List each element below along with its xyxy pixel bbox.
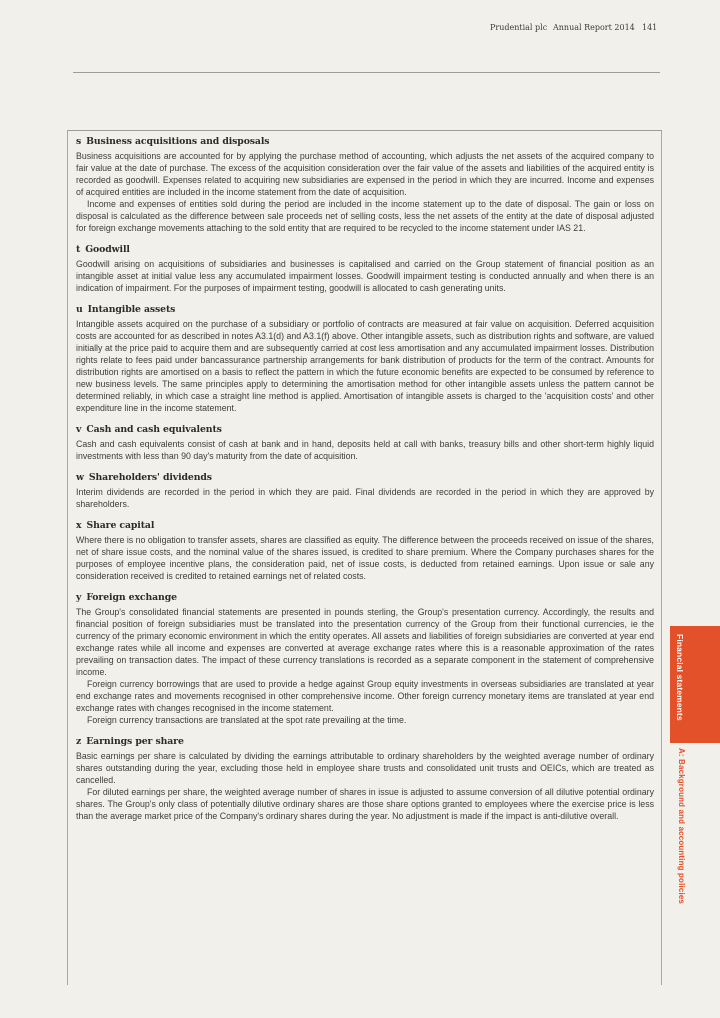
section-paragraph: Goodwill arising on acquisitions of subsidiaries and businesses is capitalised and carried on the Group statement of financial position as an intangible asset at initial value less any accumulated impairment losses. Goodwill impairment testing is conducted annually and when there is an indication of impairment. For the purposes of impairment testing, goodwill is allocated to cash generating units. [76,259,654,293]
section-heading [76,424,654,436]
page-header [0,23,720,35]
tab-financial-statements [670,626,720,743]
header-company-name: Prudential plc [490,23,548,32]
section-business-acquisitions [76,136,654,234]
section-paragraph: Foreign currency transactions are translated at the spot rate prevailing at the time. [87,715,407,725]
section-letter: z [76,736,82,747]
section-title: Cash and cash equivalents [86,424,222,435]
section-letter: w [76,472,84,483]
section-intangible-assets [76,304,654,414]
section-heading [76,472,654,484]
accounting-policies-panel [67,130,662,985]
section-title: Goodwill [85,244,130,255]
header-report-title: Annual Report 2014 [553,23,635,32]
section-title: Business acquisitions and disposals [86,136,270,147]
section-title: Intangible assets [87,304,176,315]
section-title: Share capital [86,520,155,531]
section-paragraph: For diluted earnings per share, the weighted average number of shares in issue is adjusted to assume conversion of all dilutive potential ordinary shares. The Group's only class of potentially dilutive ordinary shares are those share options granted to employees where the exercise price is less than the average market price of the Company's ordinary shares during the year. No adjustment is made if the impact is anti-dilutive overall. [76,787,654,821]
section-letter: x [76,520,82,531]
section-paragraph: Intangible assets acquired on the purchase of a subsidiary or portfolio of contracts are measured at fair value on acquisition. Deferred acquisition costs are accounted for as described in notes A3.1(d) and A3.1(f) above. Other intangible assets, such as distribution rights and software, are valued initially at the price paid to acquire them and are subsequently carried at cost less amortisation and any accumulated impairment losses. Distribution rights relate to fees paid under bancassurance partnership arrangements for bank distribution of products for the term of the contract. Amounts for distribution rights are amortised on a basis to reflect the pattern in which the future economic benefits are expected to be consumed by reference to new business levels. The same principles apply to determining the amortisation method for other intangible assets unless the pattern cannot be determined reliably, in which case a straight line method is applied. Amortisation of intangible assets is charged to the 'acquisition costs' and other expenditure line in the income statement. [76,319,654,413]
section-title: Shareholders' dividends [88,472,212,483]
section-shareholders-dividends [76,472,654,510]
section-cash-equivalents [76,424,654,462]
section-paragraph: Where there is no obligation to transfer assets, shares are classified as equity. The difference between the proceeds received on issue of the shares, net of share issue costs, and the nominal value of the shares issued, is credited to share premium. Where the Company purchases shares for the purposes of employee incentive plans, the consideration paid, net of issue costs, is deducted from retained earnings. Upon issue or sale any consideration received is credited to retained earnings net of related costs. [76,535,654,581]
section-paragraph: Cash and cash equivalents consist of cash at bank and in hand, deposits held at call with banks, treasury bills and other short-term highly liquid investments with less than 90 day's maturity from the date of acquisition. [76,439,654,461]
header-divider-rule [73,72,660,73]
section-letter: u [76,304,83,315]
section-foreign-exchange [76,592,654,726]
section-title: Foreign exchange [86,592,177,603]
section-heading [76,136,654,148]
section-heading [76,244,654,256]
section-paragraph: Basic earnings per share is calculated by dividing the earnings attributable to ordinary shareholders by the weighted average number of ordinary shares outstanding during the year, excluding those held in employee share trusts and consolidated unit trusts and OEICs, which are treated as cancelled. [76,751,654,785]
section-letter: y [76,592,82,603]
section-letter: s [76,136,82,147]
section-letter: v [76,424,82,435]
section-heading [76,736,654,748]
section-paragraph: The Group's consolidated financial statements are presented in pounds sterling, the Group's presentation currency. Accordingly, the results and financial position of foreign subsidiaries must be translated into the presentation currency of the Group from their functional currencies, ie the currency of the primary economic environment in which the entity operates. All assets and liabilities of foreign subsidiaries are converted at year end exchange rates while all income and expenses are converted at average exchange rates where this is a reasonable approximation of the rates prevailing on transaction dates. The impact of these currency translations is recorded as a separate component in the statement of comprehensive income. [76,607,654,677]
tab-background-accounting-policies-label: A: Background and accounting policies [677,748,686,905]
section-goodwill [76,244,654,294]
header-page-number: 141 [642,23,658,32]
section-title: Earnings per share [86,736,184,747]
tab-financial-statements-label: Financial statements [675,634,685,721]
section-letter: t [76,244,81,255]
section-paragraph: Interim dividends are recorded in the period in which they are paid. Final dividends are recorded in the period in which they are approved by shareholders. [76,487,654,509]
section-earnings-per-share [76,736,654,822]
section-paragraph: Foreign currency borrowings that are used to provide a hedge against Group equity investments in overseas subsidiaries are translated at year end exchange rates and movements recognised in other comprehensive income. Other foreign currency monetary items are translated at year end exchange rates with changes recognised in the income statement. [76,679,654,713]
tab-background-accounting-policies [670,746,720,906]
section-heading [76,520,654,532]
section-share-capital [76,520,654,582]
section-heading [76,592,654,604]
section-heading [76,304,654,316]
section-paragraph: Business acquisitions are accounted for by applying the purchase method of accounting, which adjusts the net assets of the acquired company to fair value at the date of purchase. The excess of the acquisition consideration over the fair value of the assets and liabilities of the acquired entity is recorded as goodwill. Expenses related to acquiring new subsidiaries are expensed in the period in which they are incurred. Income and expenses of acquired entities are included in the income statement from the date of acquisition. [76,151,654,197]
section-paragraph: Income and expenses of entities sold during the period are included in the income statement up to the date of disposal. The gain or loss on disposal is calculated as the difference between sale proceeds net of selling costs, less the net assets of the entity at the date of disposal adjusted for foreign exchange movements attaching to the sold entity that are required to be recycled to the income statement under IAS 21. [76,199,654,233]
